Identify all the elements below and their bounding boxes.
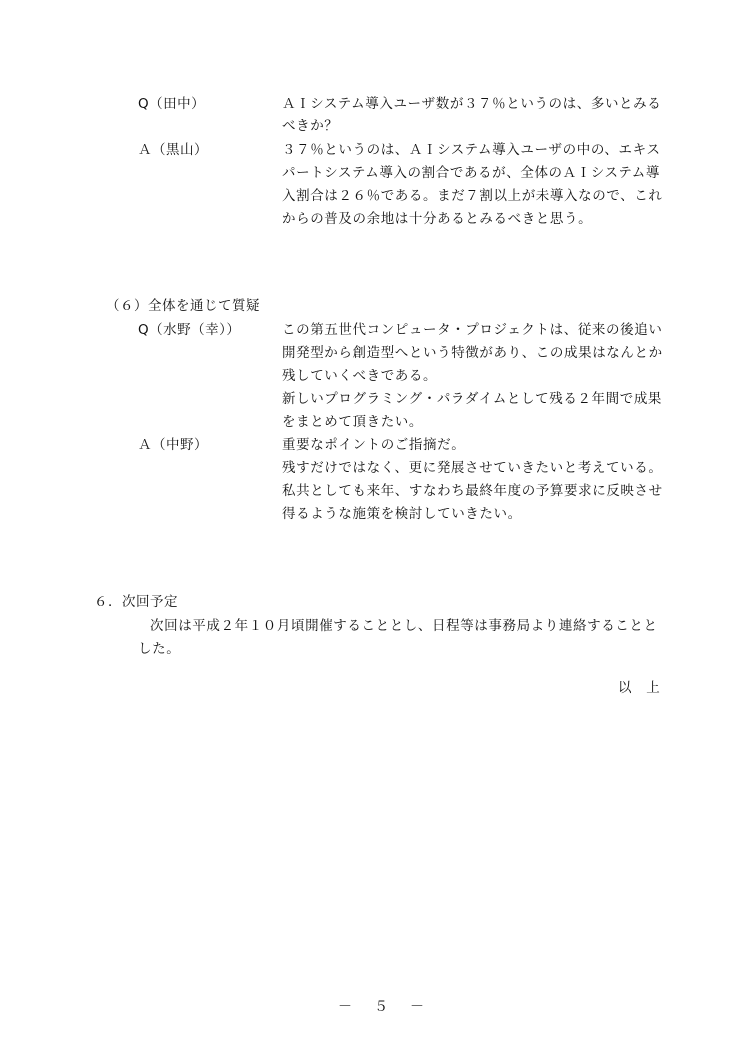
q-line: ＡＩシステム導入ユーザ数が３７％というのは、多いとみる bbox=[282, 96, 662, 112]
next-meeting-body: 次回は平成２年１０月頃開催することとし、日程等は事務局より連絡することと bbox=[150, 618, 658, 634]
a-line: 得るような施策を検討していきたい。 bbox=[282, 506, 522, 522]
a-line: からの普及の余地は十分あるとみるべきと思う。 bbox=[282, 211, 593, 227]
q-line: べきか？ bbox=[282, 118, 339, 134]
q-line: 残していくべきである。 bbox=[282, 368, 438, 384]
a-line: ３７％というのは、ＡＩシステム導入ユーザの中の、エキス bbox=[282, 142, 661, 158]
q-speaker-tanaka: Q（田中） bbox=[138, 96, 206, 112]
a-speaker-nakano: Ａ（中野） bbox=[138, 437, 208, 453]
q-line: 新しいプログラミング・パラダイムとして残る２年間で成果 bbox=[282, 391, 663, 407]
a-line: 重要なポイントのご指摘だ。 bbox=[282, 437, 466, 453]
next-meeting-heading: ６．次回予定 bbox=[94, 594, 178, 610]
a-line: 残すだけではなく、更に発展させていきたいと考えている。 bbox=[282, 460, 663, 476]
a-line: 私共としても来年、すなわち最終年度の予算要求に反映させ bbox=[282, 483, 663, 499]
section-6-heading: （６）全体を通じて質疑 bbox=[106, 298, 260, 314]
next-meeting-body: した。 bbox=[138, 641, 181, 657]
a-line: パートシステム導入の割合であるが、全体のＡＩシステム導 bbox=[282, 165, 660, 181]
page-number: － ５ － bbox=[338, 999, 428, 1015]
q-line: 開発型から創造型へという特徴があり、この成果はなんとか bbox=[282, 345, 663, 361]
closing-text: 以 上 bbox=[618, 680, 661, 696]
q-speaker-mizuno: Q（水野（幸）） bbox=[138, 322, 241, 338]
a-speaker-kuroyama: Ａ（黒山） bbox=[138, 142, 208, 158]
a-line: 入割合は２６％である。まだ７割以上が未導入なので、これ bbox=[282, 188, 663, 204]
q-line: をまとめて頂きたい。 bbox=[282, 414, 423, 430]
q-line: この第五世代コンピュータ・プロジェクトは、従来の後追い bbox=[282, 322, 663, 338]
